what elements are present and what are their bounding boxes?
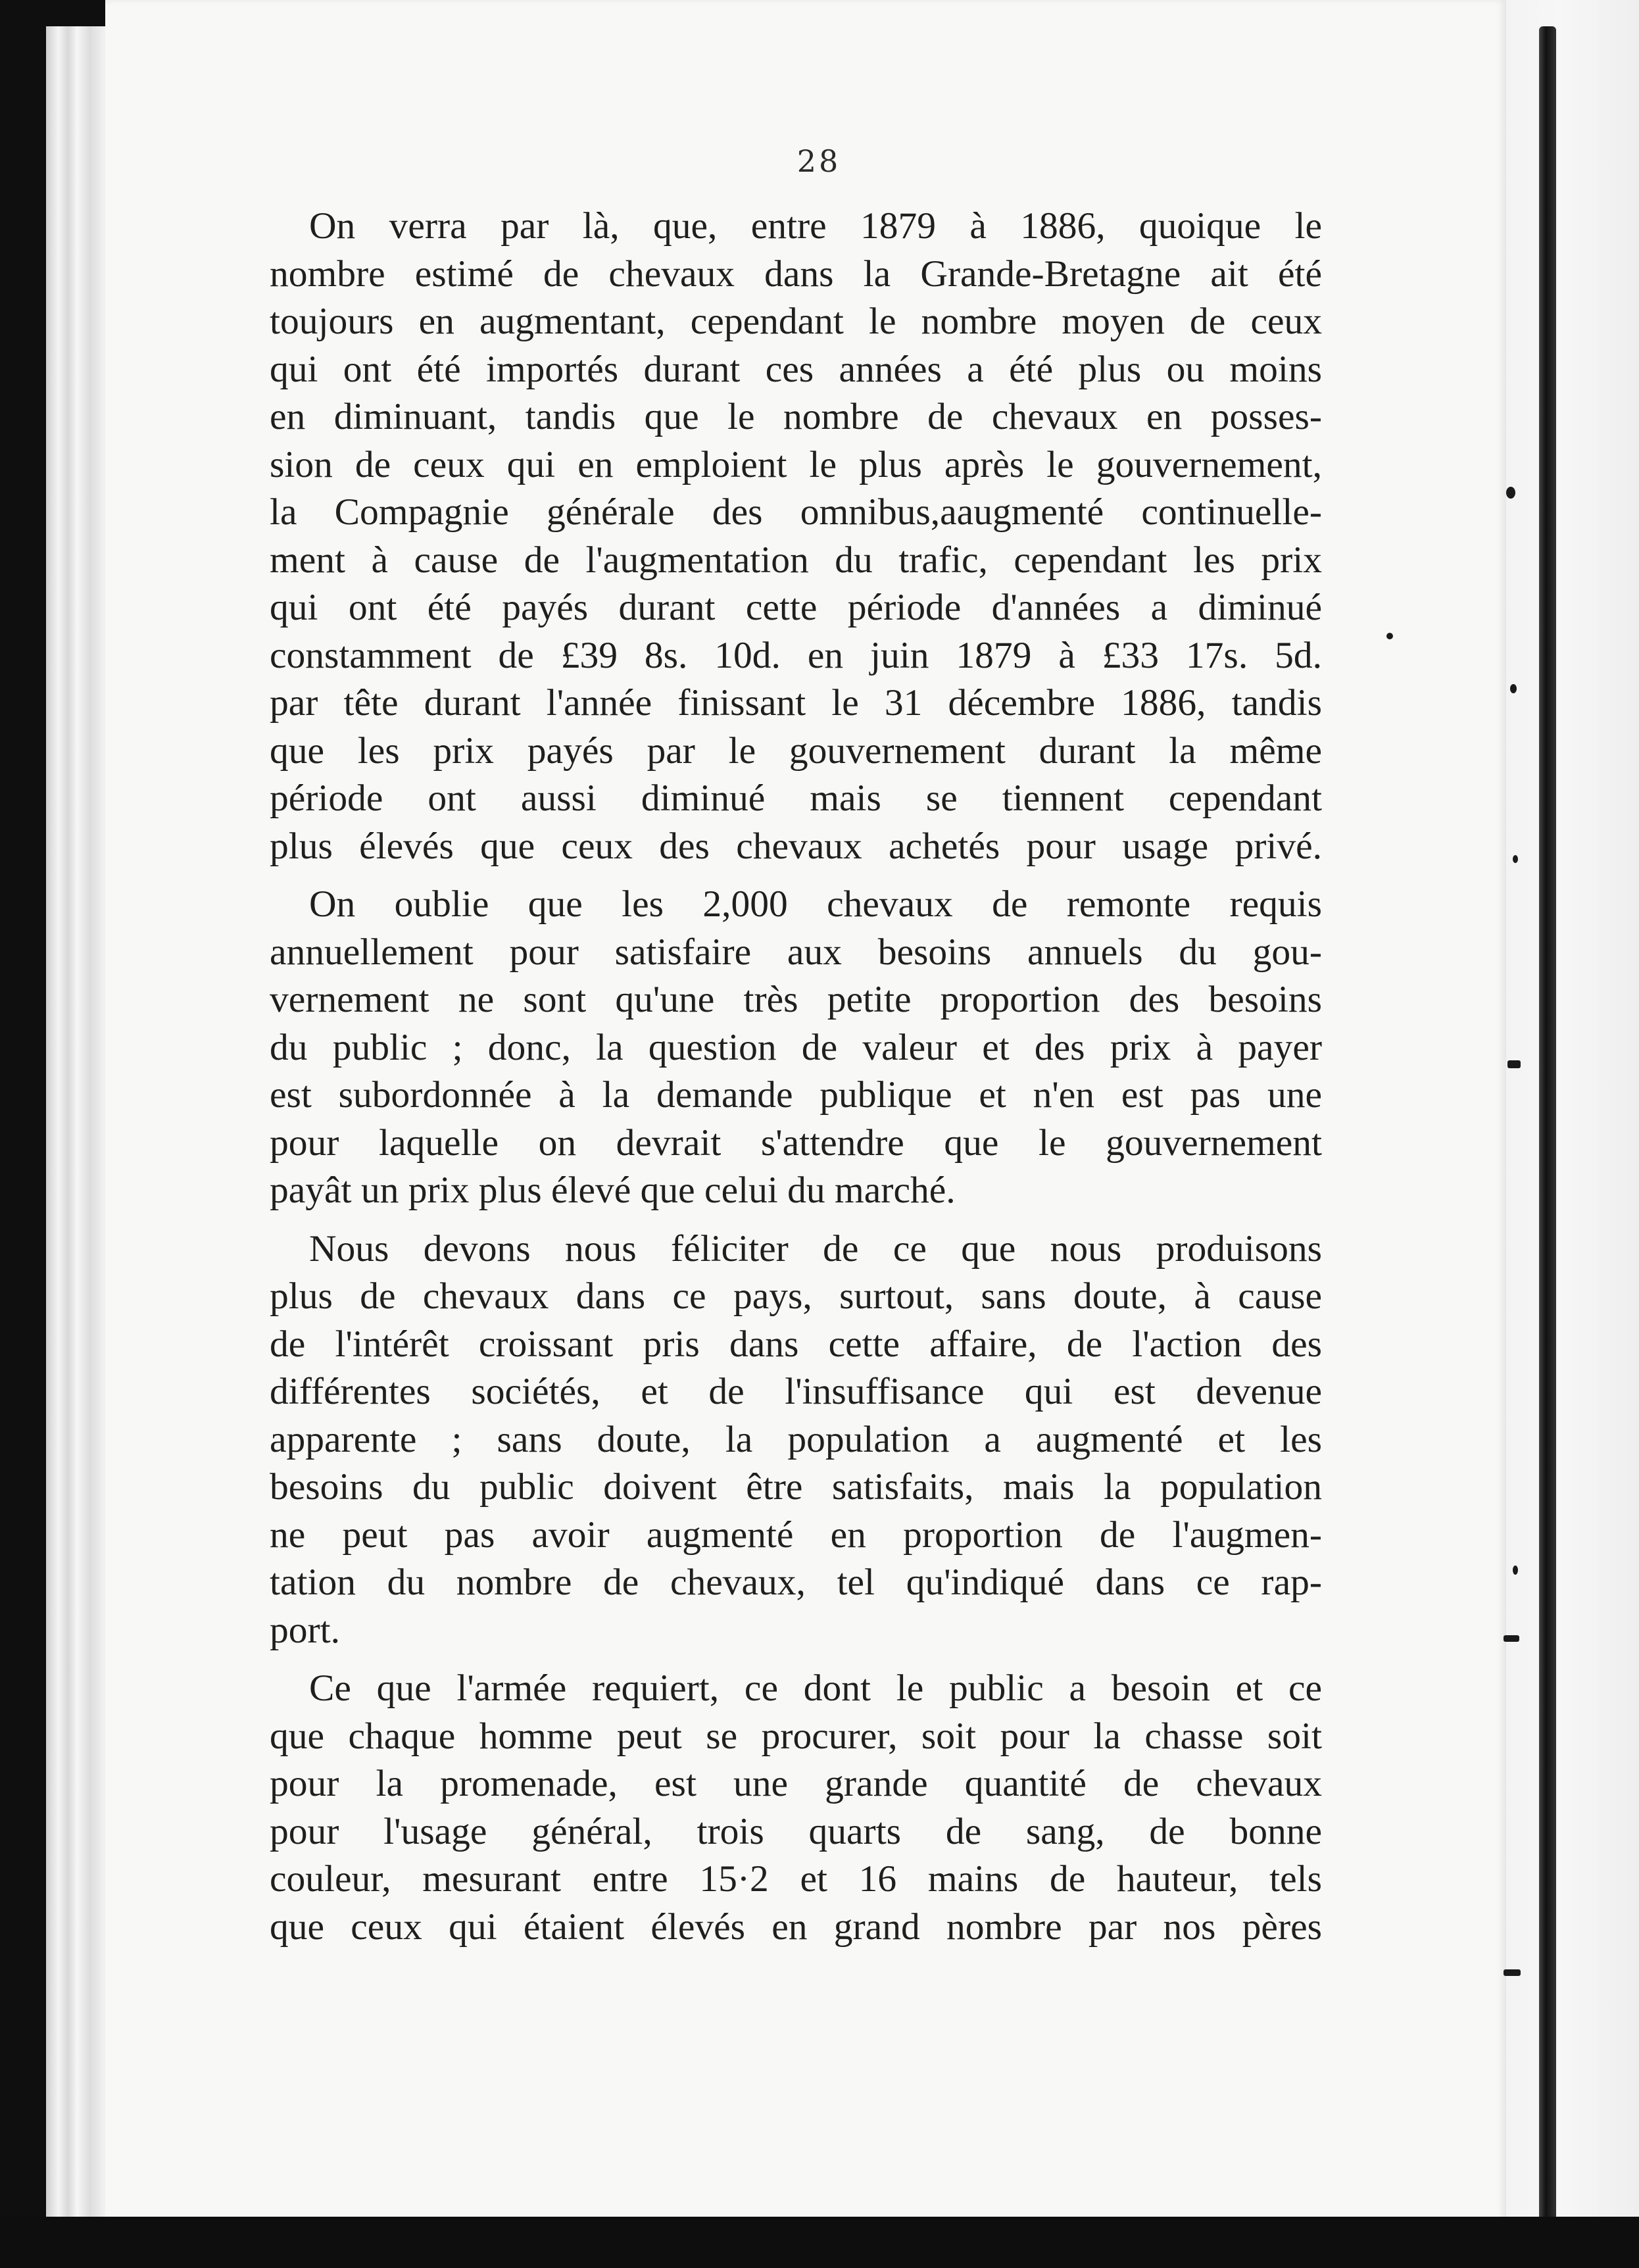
text-line: en diminuant, tandis que le nombre de chevaux en posses- — [270, 396, 1322, 437]
body-text — [270, 203, 1322, 1961]
page-stack-edge — [46, 26, 109, 2217]
page-number: 28 — [796, 143, 841, 179]
text-line: plus de chevaux dans ce pays, surtout, sans doute, à cause — [270, 1275, 1322, 1317]
text-line: pour l'usage général, trois quarts de sang, de bonne — [270, 1810, 1322, 1852]
paragraph-2 — [270, 881, 1322, 1215]
text-line: annuellement pour satisfaire aux besoins annuels du gou- — [270, 931, 1322, 973]
text-line: que chaque homme peut se procurer, soit pour la chasse soit — [270, 1715, 1322, 1757]
text-line: apparente ; sans doute, la population a augmenté et les — [270, 1418, 1322, 1460]
text-line: la Compagnie générale des omnibus,aaugmenté continuelle- — [270, 491, 1322, 533]
text-line: ne peut pas avoir augmenté en proportion de l'augmen- — [270, 1514, 1322, 1556]
scan-speck — [1504, 1635, 1519, 1642]
text-line: constamment de £39 8s. 10d. en juin 1879 à £33 17s. 5d. — [270, 634, 1322, 676]
text-line: qui ont été importés durant ces années a été plus ou moins — [270, 348, 1322, 390]
text-line: que les prix payés par le gouvernement durant la même — [270, 729, 1322, 772]
text-line: Nous devons nous féliciter de ce que nous produisons — [309, 1227, 1322, 1270]
text-line: période ont aussi diminué mais se tiennent cependant — [270, 777, 1322, 819]
right-margin — [1506, 0, 1639, 2268]
text-line: différentes sociétés, et de l'insuffisance qui est devenue — [270, 1371, 1322, 1412]
text-line: que ceux qui étaient élevés en grand nombre par nos pères — [270, 1906, 1322, 1948]
text-line: port. — [270, 1609, 340, 1651]
text-line: toujours en augmentant, cependant le nombre moyen de ceux — [270, 301, 1322, 342]
book-spine — [1539, 26, 1556, 2223]
scan-speck — [1506, 487, 1515, 499]
scan-speck — [1504, 1969, 1521, 1976]
text-line: tation du nombre de chevaux, tel qu'indiqué dans ce rap- — [270, 1562, 1322, 1603]
paragraph-4 — [270, 1665, 1322, 1951]
text-line: par tête durant l'année finissant le 31 décembre 1886, tandis — [270, 682, 1322, 724]
text-line: de l'intérêt croissant pris dans cette affaire, de l'action des — [270, 1323, 1322, 1365]
text-line: payât un prix plus élevé que celui du marché. — [270, 1170, 956, 1211]
text-line: plus élevés que ceux des chevaux achetés pour usage privé. — [270, 825, 1322, 867]
paragraph-1 — [270, 203, 1322, 870]
text-line: On oublie que les 2,000 chevaux de remonte requis — [309, 883, 1322, 925]
scan-speck — [1507, 1060, 1521, 1068]
text-line: couleur, mesurant entre 15·2 et 16 mains de hauteur, tels — [270, 1858, 1322, 1900]
scan-bottom-border — [0, 2217, 1639, 2268]
text-line: ment à cause de l'augmentation du trafic, cependant les prix — [270, 539, 1322, 581]
paragraph-3 — [270, 1225, 1322, 1655]
text-line: pour la promenade, est une grande quantité de chevaux — [270, 1763, 1322, 1804]
scan-speck — [1386, 633, 1393, 639]
text-line: est subordonnée à la demande publique et n'en est pas une — [270, 1074, 1322, 1116]
text-line: On verra par là, que, entre 1879 à 1886, quoique le — [309, 205, 1322, 247]
scan-speck — [1513, 1565, 1518, 1575]
text-line: du public ; donc, la question de valeur et des prix à payer — [270, 1026, 1322, 1068]
text-line: pour laquelle on devrait s'attendre que le gouvernement — [270, 1122, 1322, 1164]
text-line: sion de ceux qui en emploient le plus après le gouvernement, — [270, 443, 1322, 485]
text-line: vernement ne sont qu'une très petite proportion des besoins — [270, 979, 1322, 1020]
text-line: besoins du public doivent être satisfaits, mais la population — [270, 1466, 1322, 1508]
text-line: Ce que l'armée requiert, ce dont le public a besoin et ce — [309, 1667, 1322, 1709]
text-line: qui ont été payés durant cette période d'années a diminué — [270, 587, 1322, 628]
text-line: nombre estimé de chevaux dans la Grande-Bretagne ait été — [270, 253, 1322, 295]
scan-speck — [1513, 855, 1518, 863]
scan-speck — [1510, 684, 1517, 693]
